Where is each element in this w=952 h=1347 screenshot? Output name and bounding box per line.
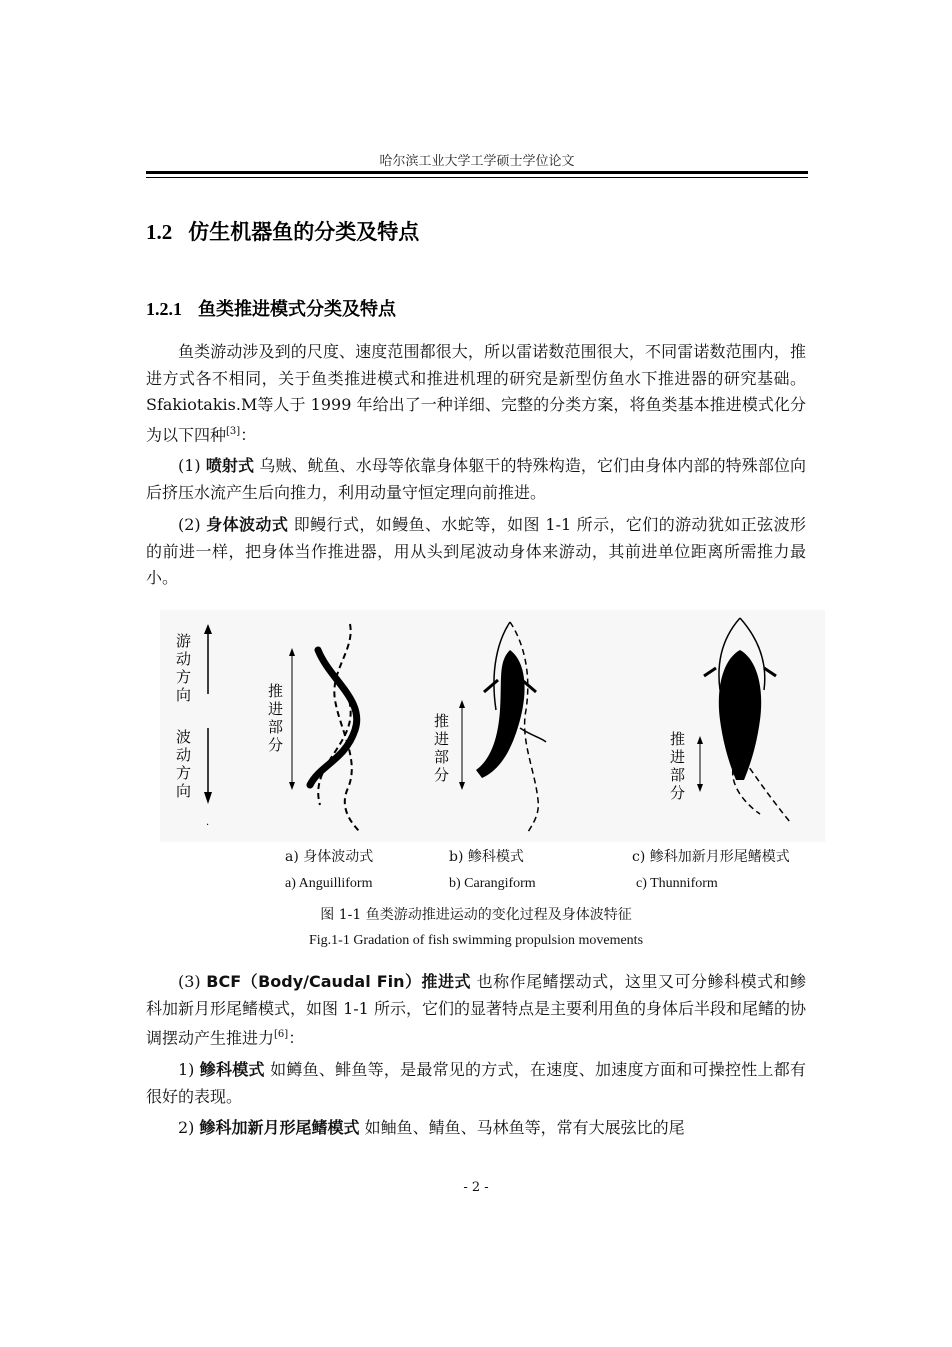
propel-a-3: 部 xyxy=(268,718,284,736)
propel-c-2: 进 xyxy=(670,748,686,766)
propel-c-4: 分 xyxy=(670,784,686,802)
section-heading xyxy=(146,216,419,246)
sublabel-en-c: c) Thunniform xyxy=(636,876,718,891)
propel-label-b xyxy=(434,712,449,784)
swim-char-2: 动 xyxy=(176,650,192,668)
swim-direction-label xyxy=(176,632,191,704)
swim-char-3: 方 xyxy=(176,668,192,686)
paragraph-thunniform xyxy=(146,1115,806,1142)
citation-3: [3] xyxy=(226,425,241,437)
intro-end: ： xyxy=(240,424,257,444)
sublabel-en-a: a) Anguilliform xyxy=(285,876,373,891)
wave-term: 身体波动式 xyxy=(206,515,289,534)
running-header: 哈尔滨工业大学工学硕士学位论文 xyxy=(379,154,575,169)
subsection-title: 鱼类推进模式分类及特点 xyxy=(198,299,396,320)
carangiform-prefix: 1) xyxy=(178,1060,200,1079)
paragraph-bcf xyxy=(146,969,806,1052)
wave-text: 即鳗行式，如鳗鱼、水蛇等，如图 1-1 所示，它们的游动犹如正弦波形的前进一样，把身体当作推进器，用从头到尾波动身体来游动，其前进单位距离所需推力最小。 xyxy=(146,515,806,587)
propel-b-3: 部 xyxy=(434,748,450,766)
anguilliform-eel xyxy=(289,624,360,832)
subsection-number: 1.2.1 xyxy=(146,299,182,319)
propel-label-c xyxy=(670,730,685,802)
thunniform-fish xyxy=(697,618,790,822)
citation-6: [6] xyxy=(274,1029,289,1040)
sublabel-cn-a: a) 身体波动式 xyxy=(285,849,374,865)
fish-diagram xyxy=(160,610,825,842)
bcf-text: 也称作尾鳍摆动式，这里又可分鲹科模式和鲹科加新月形尾鳍模式，如图 1-1 所示，它们的显著特点是主要利用鱼的身体后半段和尾鳍的协调摆动产生推进力 xyxy=(146,972,806,1048)
figure-caption-cn: 图 1-1 鱼类游动推进运动的变化过程及身体波特征 xyxy=(320,907,632,923)
propel-a-2: 进 xyxy=(268,700,284,718)
propel-b-1: 推 xyxy=(434,712,450,730)
dot-mark: · xyxy=(206,820,210,831)
figure-fish-propulsion xyxy=(160,610,825,842)
wave-char-4: 向 xyxy=(176,782,192,800)
paragraph-body-wave xyxy=(146,512,806,592)
carangiform-fish xyxy=(459,622,546,832)
swim-char-4: 向 xyxy=(176,686,192,704)
page-number: - 2 - xyxy=(463,1180,489,1195)
propel-a-1: 推 xyxy=(268,682,284,700)
thunniform-prefix: 2) xyxy=(178,1118,200,1137)
header-rule-thin xyxy=(146,177,808,178)
wave-char-2: 动 xyxy=(176,746,192,764)
intro-text: 鱼类游动涉及到的尺度、速度范围都很大，所以雷诺数范围很大，不同雷诺数范围内，推进方式各不相同，关于鱼类推进模式和推进机理的研究是新型仿鱼水下推进器的研究基础。Sfakiotakis.M等人于 1999 年给出了一种详细、完整的分类方案，将鱼类基本推进模式化分为以下四种 xyxy=(146,342,806,444)
sublabel-cn-c: c) 鲹科加新月形尾鳍模式 xyxy=(632,849,790,865)
bcf-prefix: (3) xyxy=(178,972,207,991)
propel-a-4: 分 xyxy=(268,736,284,754)
wave-char-3: 方 xyxy=(176,764,192,782)
jet-text: 乌贼、鱿鱼、水母等依靠身体躯干的特殊构造，它们由身体内部的特殊部位向后挤压水流产生后向推力，利用动量守恒定理向前推进。 xyxy=(146,456,806,502)
thunniform-term: 鲹科加新月形尾鳍模式 xyxy=(199,1118,360,1137)
section-number: 1.2 xyxy=(146,220,173,244)
carangiform-text: 如鳟鱼、鲱鱼等，是最常见的方式，在速度、加速度方面和可操控性上都有很好的表现。 xyxy=(146,1060,806,1106)
header-rule-thick xyxy=(146,171,808,174)
wave-prefix: (2) xyxy=(178,515,207,534)
figure-caption-en: Fig.1-1 Gradation of fish swimming propulsion movements xyxy=(308,933,644,948)
bcf-term: BCF（Body/Caudal Fin）推进式 xyxy=(206,972,472,991)
thunniform-text: 如鲉鱼、鲭鱼、马林鱼等，常有大展弦比的尾 xyxy=(359,1118,685,1137)
jet-prefix: (1) xyxy=(178,456,206,475)
propel-b-4: 分 xyxy=(434,766,450,784)
swim-arrowhead xyxy=(204,624,212,634)
propel-label-a xyxy=(268,682,283,754)
swim-char-1: 游 xyxy=(176,632,192,650)
paragraph-jet xyxy=(146,453,806,506)
subsection-heading xyxy=(146,295,396,321)
carangiform-term: 鲹科模式 xyxy=(199,1060,265,1079)
bcf-end: ： xyxy=(288,1028,305,1048)
wave-char-1: 波 xyxy=(176,728,192,746)
wave-arrowhead xyxy=(204,792,212,804)
paragraph-intro xyxy=(146,339,806,448)
propel-b-2: 进 xyxy=(434,730,450,748)
propel-c-1: 推 xyxy=(670,730,686,748)
jet-term: 喷射式 xyxy=(205,456,255,475)
sublabel-cn-b: b) 鲹科模式 xyxy=(449,849,524,865)
sublabel-en-b: b) Carangiform xyxy=(449,876,536,891)
propel-c-3: 部 xyxy=(670,766,686,784)
wave-direction-label xyxy=(176,728,191,800)
section-title: 仿生机器鱼的分类及特点 xyxy=(188,220,420,244)
paragraph-carangiform xyxy=(146,1057,806,1110)
